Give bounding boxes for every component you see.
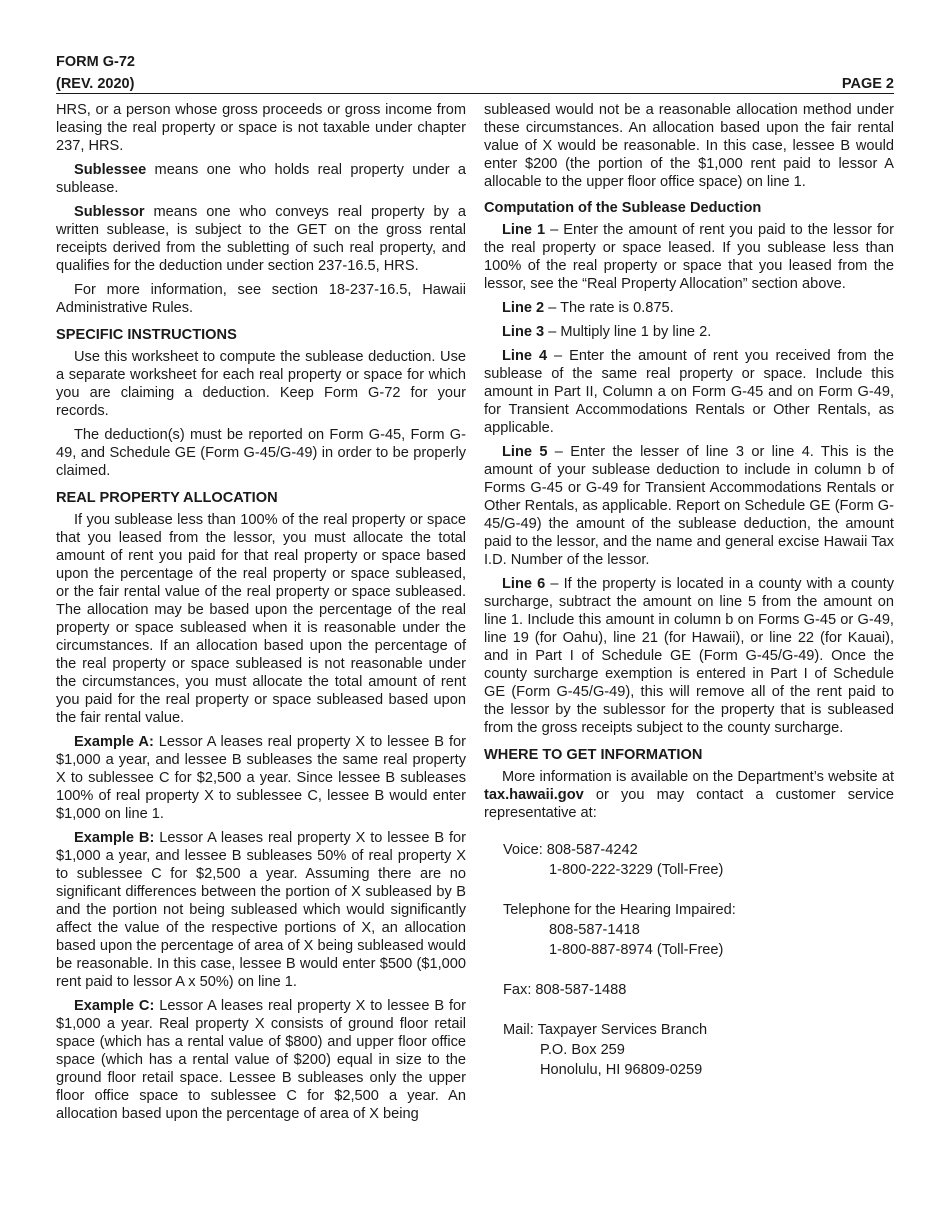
mail-line-1: Mail: Taxpayer Services Branch — [503, 1022, 708, 1038]
mail-line-3: Honolulu, HI 96809-0259 — [540, 1062, 703, 1078]
line-6-text: – If the property is located in a county with a county surcharge, subtract the amount on line 5 from the amount on line 1. Include this amount in column b on Forms G-45 or G-49, line 19 (for Oahu), line 21 (for Hawaii), or line 22 (for Kauai), and in Part I of Schedule GE (Form G-45/G-49). Once the county surcharge exemption is entered in Part I of Schedule GE (Form G-45/G-49), this will remove all of the rent paid to the lessor by the sublessor for the property that is subleased from the gross receipts subject to the county surcharge. — [484, 576, 895, 736]
where-text-post: or you may contact a customer service representative at: — [484, 787, 894, 821]
sublessee-term: Sublessee — [74, 162, 147, 178]
example-c-continuation: subleased would not be a reasonable allocation method under these circumstances. An allocation based upon the fair rental value of X would be reasonable. In this case, lessee B would enter $200 (the portion of the $1,000 rent paid to lessor A allocable to the upper floor office space) on line 1. — [484, 102, 894, 190]
line-6-label: Line 6 — [502, 576, 546, 592]
where-text-pre: More information is available on the Department’s website at — [502, 769, 894, 785]
example-a — [56, 733, 466, 823]
sublessor-def-text: means one who conveys real property by a written sublease, is subject to the GET on the gross rental receipts derived from the subletting of such real property, and qualifies for the deduction under section 237-16.5, HRS. — [56, 204, 466, 274]
line-5-label: Line 5 — [502, 444, 548, 460]
line-6-instruction — [484, 575, 894, 737]
hearing-label: Telephone for the Hearing Impaired: — [503, 902, 736, 918]
page-header — [56, 54, 894, 94]
hearing-line-2: 1-800-887-8974 (Toll-Free) — [549, 942, 724, 958]
page-number: PAGE 2 — [841, 76, 894, 92]
line-1-instruction — [484, 221, 894, 293]
specific-paragraph-2: The deduction(s) must be reported on Form G-45, Form G-49, and Schedule GE (Form G-45/G-49) in order to be properly claimed. — [56, 427, 466, 479]
website-link[interactable]: tax.hawaii.gov — [484, 787, 584, 803]
example-a-label: Example A: — [74, 734, 154, 750]
sublessee-def-text: means one who holds real property under a sublease. — [56, 162, 466, 196]
voice-line-1: Voice: 808-587-4242 — [503, 842, 638, 858]
line-3-text: – Multiply line 1 by line 2. — [544, 324, 712, 340]
computation-heading: Computation of the Sublease Deduction — [484, 200, 762, 216]
line-3-label: Line 3 — [502, 324, 545, 340]
hearing-line-1: 808-587-1418 — [549, 922, 640, 938]
line-1-label: Line 1 — [502, 222, 546, 238]
where-to-get-information-heading: WHERE TO GET INFORMATION — [484, 747, 703, 763]
line-5-text: – Enter the lesser of line 3 or line 4. This is the amount of your sublease deduction to include in column b of Forms G-45 or G-49 for Transient Accommodations Rentals or Other Rentals, as applicable. Report on Schedule GE (Form G-45/G-49) the amount of the sublease deduction, the amount paid to the lessor, and the name and general excise Hawaii Tax I.D. Number of the lessor. — [484, 444, 894, 568]
sublessee-definition — [56, 161, 466, 197]
fax-contact — [503, 980, 894, 1000]
line-4-label: Line 4 — [502, 348, 548, 364]
line-2-instruction — [484, 299, 894, 317]
line-4-text: – Enter the amount of rent you received from the sublease of the same real property or space. Include this amount in Part II, Column a on Form G-45 and on Form G-49, for Transient Accommodations Rentals or Other Rentals, as applicable. — [484, 348, 895, 436]
voice-contact — [503, 840, 894, 880]
mail-line-2: P.O. Box 259 — [540, 1042, 625, 1058]
sublessor-term: Sublessor — [74, 204, 145, 220]
specific-paragraph-1: Use this worksheet to compute the sublease deduction. Use a separate worksheet for each real property or space for which you are claiming a deduction. Keep Form G-72 for your records. — [56, 349, 466, 419]
form-revision: (REV. 2020) — [56, 76, 135, 92]
more-info-paragraph: For more information, see section 18-237-16.5, Hawaii Administrative Rules. — [56, 282, 466, 316]
hearing-impaired-contact — [503, 900, 894, 960]
left-column — [56, 101, 466, 1129]
mail-contact — [503, 1020, 894, 1080]
form-title: FORM G-72 — [56, 54, 135, 70]
line-2-text: – The rate is 0.875. — [544, 300, 674, 316]
example-c-label: Example C: — [74, 998, 155, 1014]
line-2-label: Line 2 — [502, 300, 545, 316]
allocation-paragraph: If you sublease less than 100% of the real property or space that you leased from the lessor, you must allocate the total amount of rent you paid for that real property or space based upon the percentage of the real property or space subleased, or the fair rental value of the real property or space subleased. The allocation may be based upon the percentage of the real property or space subleased when it is reasonable under the circumstances. If an allocation based upon the percentage of the real property or space subleased is not reasonable under the circumstances, you must allocate the total amount of rent you paid for the real property or space subleased based upon the fair rental value. — [56, 512, 466, 726]
fax-line: Fax: 808-587-1488 — [503, 982, 627, 998]
intro-continuation: HRS, or a person whose gross proceeds or gross income from leasing the real property or space is not taxable under chapter 237, HRS. — [56, 102, 466, 154]
specific-instructions-heading: SPECIFIC INSTRUCTIONS — [56, 327, 237, 343]
line-3-instruction — [484, 323, 894, 341]
right-column — [484, 101, 894, 1100]
sublessor-definition — [56, 203, 466, 275]
example-b — [56, 829, 466, 991]
example-a-text: Lessor A leases real property X to lessee B for $1,000 a year, and lessee B subleases the same real property X to sublessee C for $2,500 a year. Since lessee B subleases 100% of real property X to sublessee C, lessee B would enter $1,000 on line 1. — [56, 734, 466, 822]
line-4-instruction — [484, 347, 894, 437]
line-5-instruction — [484, 443, 894, 569]
where-paragraph — [484, 768, 894, 822]
example-b-text: Lessor A leases real property X to lessee B for $1,000 a year, and lessee B subleases 50% of real property X to sublessee C for $2,500 a year. Assuming there are no significant differences between the portion of X subleased by B and the portion not being subleased which would significantly affect the value of the respective portions of X, an allocation based upon the percentage of area of X being subleased would be reasonable. In this case, lessee B would enter $500 ($1,000 rent paid to lessor A x 50%) on line 1. — [56, 830, 466, 990]
example-b-label: Example B: — [74, 830, 155, 846]
line-1-text: – Enter the amount of rent you paid to the lessor for the real property or space leased. If you sublease less than 100% of the real property or space that you leased from the lessor, see the “Real Property Allocation” section above. — [484, 222, 894, 292]
example-c — [56, 997, 466, 1123]
real-property-allocation-heading: REAL PROPERTY ALLOCATION — [56, 490, 278, 506]
example-c-text: Lessor A leases real property X to lessee B for $1,000 a year. Real property X consists of ground floor retail space (which has a rental value of $800) and upper floor office space (which has a rental value of $200) equal in size to the ground floor retail space. Lessee B subleases only the upper floor office space to sublessee C for $2,500 a year. An allocation based upon the percentage of area of X being — [56, 998, 466, 1122]
contact-list — [503, 840, 894, 1080]
header-rule-row — [56, 76, 894, 94]
voice-line-2: 1-800-222-3229 (Toll-Free) — [549, 862, 724, 878]
